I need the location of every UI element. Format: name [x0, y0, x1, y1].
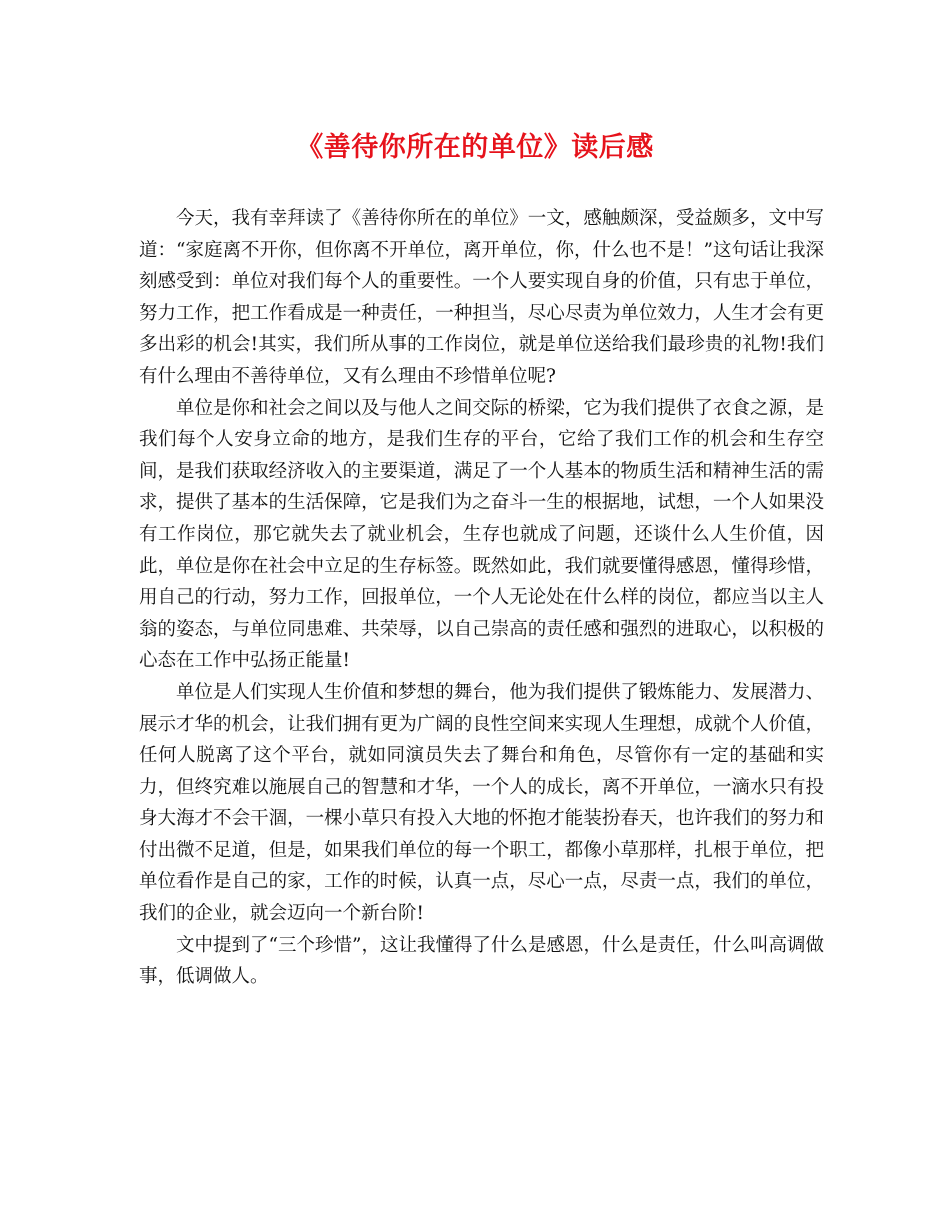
paragraph-1: 今天，我有幸拜读了《善待你所在的单位》一文，感触颇深，受益颇多，文中写道：“家庭离不开你，但你离不开单位，离开单位，你，什么也不是！”这句话让我深刻感受到：单位对我们每个人的重要性。一个人要实现自身的价值，只有忠于单位，努力工作，把工作看成是一种责任，一种担当，尽心尽责为单位效力，人生才会有更多出彩的机会!其实，我们所从事的工作岗位，就是单位送给我们最珍贵的礼物!我们有什么理由不善待单位，又有么理由不珍惜单位呢? — [139, 208, 824, 387]
paragraph-3: 单位是人们实现人生价值和梦想的舞台，他为我们提供了锻炼能力、发展潜力、展示才华的机会，让我们拥有更为广阔的良性空间来实现人生理想，成就个人价值，任何人脱离了这个平台，就如同演员失去了舞台和角色，尽管你有一定的基础和实力，但终究难以施展自己的智慧和才华，一个人的成长，离不开单位，一滴水只有投身大海才不会干涸，一棵小草只有投入大地的怀抱才能装扮春天，也许我们的努力和付出微不足道，但是，如果我们单位的每一个职工，都像小草那样，扎根于单位，把单位看作是自己的家，工作的时候，认真一点，尽心一点，尽责一点，我们的单位，我们的企业，就会迈向一个新台阶! — [139, 681, 824, 925]
document-title: 《善待你所在的单位》读后感 — [296, 132, 654, 163]
paragraph-4: 文中提到了“三个珍惜”，这让我懂得了什么是感恩，什么是责任，什么叫高调做事，低调做人。 — [139, 934, 824, 988]
paragraph-2: 单位是你和社会之间以及与他人之间交际的桥梁，它为我们提供了衣食之源，是我们每个人安身立命的地方，是我们生存的平台，它给了我们工作的机会和生存空间，是我们获取经济收入的主要渠道，满足了一个人基本的物质生活和精神生活的需求，提供了基本的生活保障，它是我们为之奋斗一生的根据地，试想，一个人如果没有工作岗位，那它就失去了就业机会，生存也就成了问题，还谈什么人生价值，因此，单位是你在社会中立足的生存标签。既然如此，我们就要懂得感恩，懂得珍惜，用自己的行动，努力工作，回报单位，一个人无论处在什么样的岗位，都应当以主人翁的姿态，与单位同患难、共荣辱，以自己崇高的责任感和强烈的进取心，以积极的心态在工作中弘扬正能量! — [139, 397, 824, 672]
document-body — [139, 203, 824, 993]
